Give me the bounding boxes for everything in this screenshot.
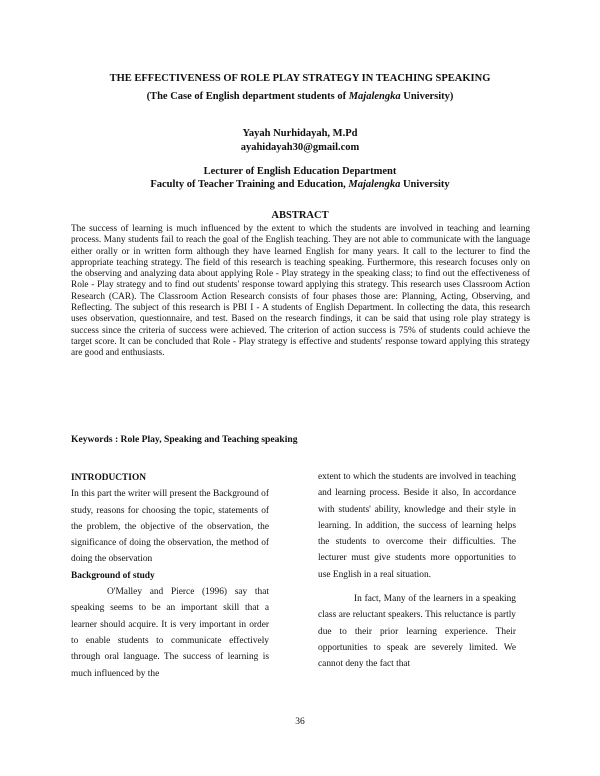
abstract-heading: ABSTRACT xyxy=(271,210,329,221)
right-paragraph-1: extent to which the students are involved in teaching and learning process. Beside it also, In accordance with students' ability, knowledge and their style in learning. In addition, the success of learning helps the students to overcome their difficulties. The lecturer must give students more opportunities to use English in a real situation. xyxy=(318,472,516,580)
subtitle-italic: Majalengka xyxy=(348,91,401,102)
keywords: Keywords : Role Play, Speaking and Teaching speaking xyxy=(71,434,298,445)
left-column xyxy=(71,470,269,682)
subtitle-post: University) xyxy=(400,91,454,102)
paper-subtitle xyxy=(0,90,600,103)
affiliation-pre: Faculty of Teacher Training and Education, xyxy=(150,179,349,190)
background-heading: Background of study xyxy=(71,570,155,581)
page-number: 36 xyxy=(295,717,305,727)
subtitle-pre: (The Case of English department students of xyxy=(146,91,349,102)
author-email: ayahidayah30@gmail.com xyxy=(240,142,360,153)
affiliation-line-2 xyxy=(0,178,600,191)
right-column xyxy=(318,469,516,673)
affiliation-italic: Majalengka xyxy=(348,179,401,190)
paper-title: THE EFFECTIVENESS OF ROLE PLAY STRATEGY IN TEACHING SPEAKING xyxy=(109,73,491,84)
affiliation-post: University xyxy=(400,179,450,190)
introduction-heading: INTRODUCTION xyxy=(71,473,147,483)
right-paragraph-2: In fact, Many of the learners in a speaking class are reluctant speakers. This reluctance is partly due to their prior learning experience. Their opportunities to speak are severely limited. We cannot deny the fact that xyxy=(318,594,516,670)
affiliation-line-1: Lecturer of English Education Department xyxy=(203,166,397,177)
background-text: O'Malley and Pierce (1996) say that speaking seems to be an important skill that a learner should acquire. It is very important in order to enable students to communicate effectively through oral language. The success of learning is much influenced by the xyxy=(71,587,269,679)
abstract-body: The success of learning is much influenced by the extent to which the students are involved in teaching and learning process. Many students fail to reach the goal of the English teaching. They are not able to communicate with the language either orally or in written form although they have learned English for many years. It call to the lecturer to find the appropriate teaching strategy. The field of this research is teaching speaking. Furthermore, this research focuses only on the observing and analyzing data about applying Role - Play strategy in the speaking class; to find out the effectiveness of Role - Play strategy and to find out students' response toward applying this strategy. This research uses Classroom Action Research (CAR). The Classroom Action Research consists of four phases those are: Planning, Acting, Observing, and Reflecting. The subject of this research is PBI I - A students of English Department. In collecting the data, this research uses observation, questionnaire, and test. Based on the research findings, it can be said that using role play strategy is success since the criteria of success were achieved. The criterion of action success is 75% of students could achieve the target score. It can be concluded that Role - Play strategy is effective and students' response toward applying this strategy are good and enthusiasts. xyxy=(71,224,530,359)
author-name: Yayah Nurhidayah, M.Pd xyxy=(242,128,358,139)
introduction-text: In this part the writer will present the Background of study, reasons for choosing the topic, statements of the problem, the objective of the observation, the significance of doing the observation, the method of doing the observation xyxy=(71,489,269,565)
